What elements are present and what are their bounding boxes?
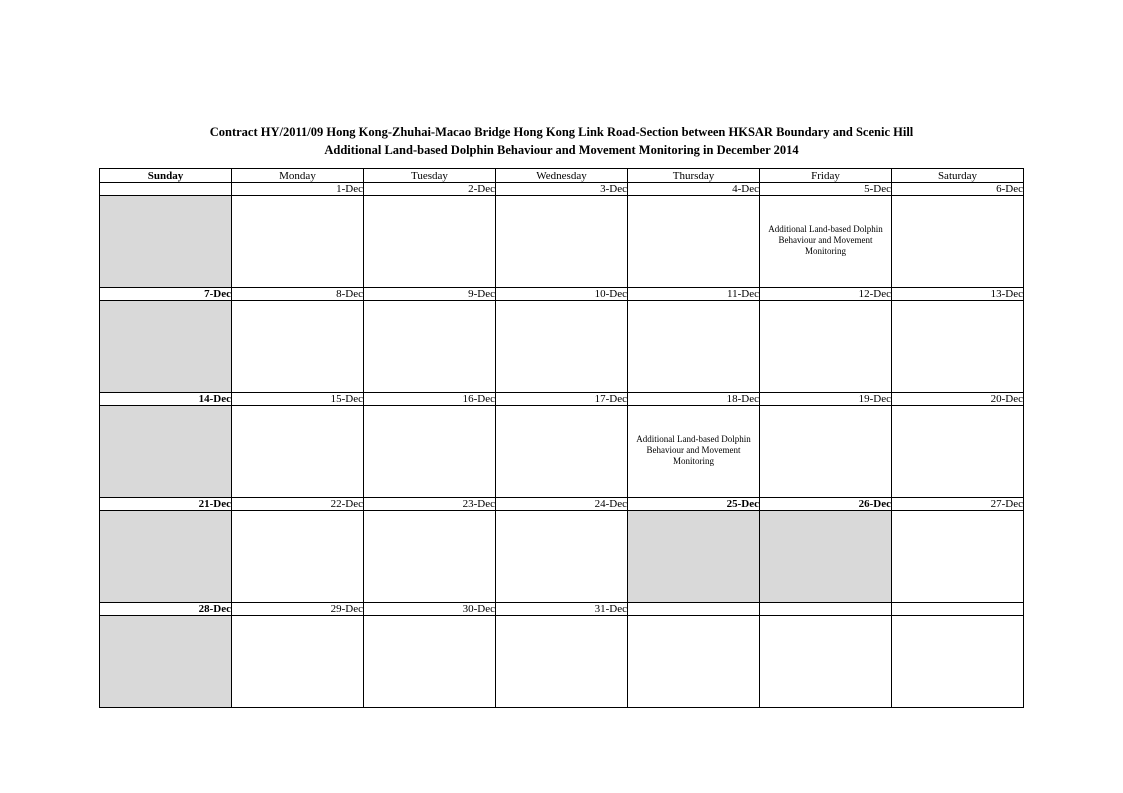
date-cell: 28-Dec — [100, 603, 232, 616]
date-cell — [760, 603, 892, 616]
day-cell — [892, 616, 1024, 708]
date-cell: 9-Dec — [364, 288, 496, 301]
date-cell: 21-Dec — [100, 498, 232, 511]
date-cell: 15-Dec — [232, 393, 364, 406]
week-5-body-row — [100, 616, 1024, 708]
date-cell: 25-Dec — [628, 498, 760, 511]
date-cell: 11-Dec — [628, 288, 760, 301]
monthly-calendar — [99, 168, 1024, 708]
day-cell-holiday — [100, 406, 232, 498]
date-cell: 6-Dec — [892, 183, 1024, 196]
day-cell-holiday — [100, 616, 232, 708]
weekday-header-tuesday: Tuesday — [364, 169, 496, 183]
day-cell — [232, 406, 364, 498]
date-cell — [628, 603, 760, 616]
date-cell: 14-Dec — [100, 393, 232, 406]
day-cell — [232, 616, 364, 708]
day-cell — [496, 511, 628, 603]
day-cell — [364, 616, 496, 708]
day-cell — [364, 406, 496, 498]
weekday-header-thursday: Thursday — [628, 169, 760, 183]
document-header — [0, 123, 1123, 159]
day-cell-holiday — [100, 301, 232, 393]
title-line-1: Contract HY/2011/09 Hong Kong-Zhuhai-Macao Bridge Hong Kong Link Road-Section between HKSAR Boundary and Scenic Hill — [209, 125, 914, 139]
day-cell — [232, 196, 364, 288]
date-cell: 17-Dec — [496, 393, 628, 406]
week-1-date-row — [100, 183, 1024, 196]
day-cell — [892, 406, 1024, 498]
day-cell — [496, 196, 628, 288]
day-cell — [760, 196, 892, 288]
date-cell: 18-Dec — [628, 393, 760, 406]
date-cell: 7-Dec — [100, 288, 232, 301]
date-cell: 23-Dec — [364, 498, 496, 511]
date-cell: 8-Dec — [232, 288, 364, 301]
date-cell: 16-Dec — [364, 393, 496, 406]
day-cell — [364, 196, 496, 288]
date-cell: 24-Dec — [496, 498, 628, 511]
date-cell: 29-Dec — [232, 603, 364, 616]
week-3-body-row — [100, 406, 1024, 498]
day-cell-holiday — [760, 511, 892, 603]
day-cell-holiday — [628, 511, 760, 603]
date-cell: 31-Dec — [496, 603, 628, 616]
weekday-header-sunday: Sunday — [100, 169, 232, 183]
day-cell — [232, 301, 364, 393]
day-cell — [628, 406, 760, 498]
weekday-header-friday: Friday — [760, 169, 892, 183]
day-cell — [628, 616, 760, 708]
date-cell: 10-Dec — [496, 288, 628, 301]
day-cell — [628, 196, 760, 288]
weekday-header-monday: Monday — [232, 169, 364, 183]
day-cell — [892, 196, 1024, 288]
weekday-header-row — [100, 169, 1024, 183]
day-cell-holiday — [100, 511, 232, 603]
date-cell: 27-Dec — [892, 498, 1024, 511]
day-cell-holiday — [100, 196, 232, 288]
date-cell: 26-Dec — [760, 498, 892, 511]
day-cell — [892, 301, 1024, 393]
weekday-header-saturday: Saturday — [892, 169, 1024, 183]
day-cell — [364, 511, 496, 603]
day-cell — [760, 301, 892, 393]
day-cell — [760, 616, 892, 708]
week-3-date-row — [100, 393, 1024, 406]
date-cell: 4-Dec — [628, 183, 760, 196]
week-1-body-row — [100, 196, 1024, 288]
date-cell — [100, 183, 232, 196]
weekday-header-wednesday: Wednesday — [496, 169, 628, 183]
date-cell: 13-Dec — [892, 288, 1024, 301]
event-text: Additional Land-based Dolphin Behaviour and Movement Monitoring — [636, 434, 751, 466]
date-cell: 22-Dec — [232, 498, 364, 511]
week-2-body-row — [100, 301, 1024, 393]
week-4-body-row — [100, 511, 1024, 603]
date-cell: 1-Dec — [232, 183, 364, 196]
week-5-date-row — [100, 603, 1024, 616]
day-cell — [628, 301, 760, 393]
day-cell — [232, 511, 364, 603]
date-cell: 5-Dec — [760, 183, 892, 196]
day-cell — [892, 511, 1024, 603]
date-cell — [892, 603, 1024, 616]
week-2-date-row — [100, 288, 1024, 301]
date-cell: 19-Dec — [760, 393, 892, 406]
date-cell: 12-Dec — [760, 288, 892, 301]
date-cell: 20-Dec — [892, 393, 1024, 406]
day-cell — [496, 301, 628, 393]
title-line-2: Additional Land-based Dolphin Behaviour and Movement Monitoring in December 2014 — [324, 143, 799, 157]
date-cell: 30-Dec — [364, 603, 496, 616]
date-cell: 3-Dec — [496, 183, 628, 196]
day-cell — [496, 616, 628, 708]
day-cell — [760, 406, 892, 498]
day-cell — [364, 301, 496, 393]
event-text: Additional Land-based Dolphin Behaviour and Movement Monitoring — [768, 224, 883, 256]
day-cell — [496, 406, 628, 498]
date-cell: 2-Dec — [364, 183, 496, 196]
week-4-date-row — [100, 498, 1024, 511]
